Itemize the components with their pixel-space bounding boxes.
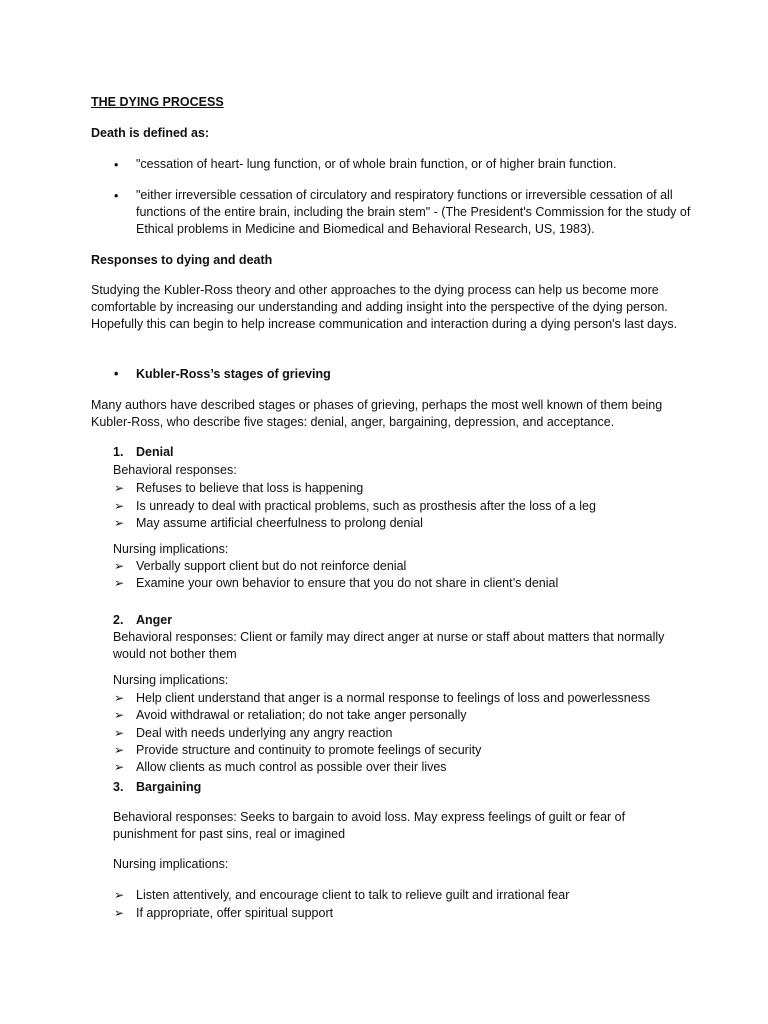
stage-number: 3.	[113, 780, 124, 794]
responses-heading: Responses to dying and death	[91, 253, 273, 267]
list-item: Deal with needs underlying any angry reaction	[136, 726, 393, 740]
nursing-label: Nursing implications:	[113, 673, 229, 687]
bullet-dot-icon: •	[114, 158, 119, 172]
stages-paragraph: Many authors have described stages or phases of grieving, perhaps the most well known of them being Kubler-Ross, who describe five stages: denial, anger, bargaining, depression, and acceptance.	[91, 398, 663, 430]
stage-name-denial: Denial	[136, 445, 174, 459]
arrow-bullet-icon: ➢	[114, 906, 125, 920]
list-item: Provide structure and continuity to promote feelings of security	[136, 743, 482, 757]
death-definition-1: "cessation of heart- lung function, or of whole brain function, or of higher brain function.	[136, 157, 617, 171]
list-item: Listen attentively, and encourage client to talk to relieve guilt and irrational fear	[136, 888, 570, 902]
arrow-bullet-icon: ➢	[114, 576, 125, 590]
list-item: Examine your own behavior to ensure that you do not share in client’s denial	[136, 576, 559, 590]
list-item: Refuses to believe that loss is happening	[136, 481, 364, 495]
stage-name-bargaining: Bargaining	[136, 780, 202, 794]
arrow-bullet-icon: ➢	[114, 481, 125, 495]
list-item: May assume artificial cheerfulness to prolong denial	[136, 516, 423, 530]
document-title: THE DYING PROCESS	[91, 95, 224, 109]
arrow-bullet-icon: ➢	[114, 760, 125, 774]
bargaining-behavioral-text: Behavioral responses: Seeks to bargain to avoid loss. May express feelings of guilt or fear of punishment for past sins, real or imagined	[113, 810, 626, 842]
stages-bullet: Kubler-Ross’s stages of grieving	[136, 367, 331, 381]
list-item: Is unready to deal with practical problems, such as prosthesis after the loss of a leg	[136, 499, 596, 513]
stage-number: 1.	[113, 445, 124, 459]
arrow-bullet-icon: ➢	[114, 743, 125, 757]
death-definition-2: "either irreversible cessation of circulatory and respiratory functions or irreversible cessation of all functions of the entire brain, including the brain stem" - (The President's Commission for the study of Ethical problems in Medicine and Biomedical and Behavioral Research, US, 1983).	[136, 188, 691, 237]
list-item: Help client understand that anger is a normal response to feelings of loss and powerlessness	[136, 691, 651, 705]
nursing-label: Nursing implications:	[113, 857, 229, 871]
arrow-bullet-icon: ➢	[114, 708, 125, 722]
arrow-bullet-icon: ➢	[114, 516, 125, 530]
list-item: Verbally support client but do not reinforce denial	[136, 559, 407, 573]
arrow-bullet-icon: ➢	[114, 559, 125, 573]
stage-name-anger: Anger	[136, 613, 173, 627]
list-item: Allow clients as much control as possible over their lives	[136, 760, 447, 774]
stage-number: 2.	[113, 613, 124, 627]
intro-paragraph: Studying the Kubler-Ross theory and other approaches to the dying process can help us become more comfortable by increasing our understanding and adding insight into the perspective of the dying person. Hopefully this can begin to help increase communication and interaction during a dying person's last days.	[91, 283, 678, 332]
arrow-bullet-icon: ➢	[114, 499, 125, 513]
behavioral-label: Behavioral responses:	[113, 463, 237, 477]
arrow-bullet-icon: ➢	[114, 691, 125, 705]
list-item: If appropriate, offer spiritual support	[136, 906, 334, 920]
anger-behavioral-text: Behavioral responses: Client or family may direct anger at nurse or staff about matters that normally would not bother them	[113, 630, 665, 662]
bullet-dot-icon: •	[114, 367, 119, 381]
death-heading: Death is defined as:	[91, 126, 210, 140]
arrow-bullet-icon: ➢	[114, 888, 125, 902]
arrow-bullet-icon: ➢	[114, 726, 125, 740]
list-item: Avoid withdrawal or retaliation; do not take anger personally	[136, 708, 467, 722]
nursing-label: Nursing implications:	[113, 542, 229, 556]
bullet-dot-icon: •	[114, 189, 119, 203]
